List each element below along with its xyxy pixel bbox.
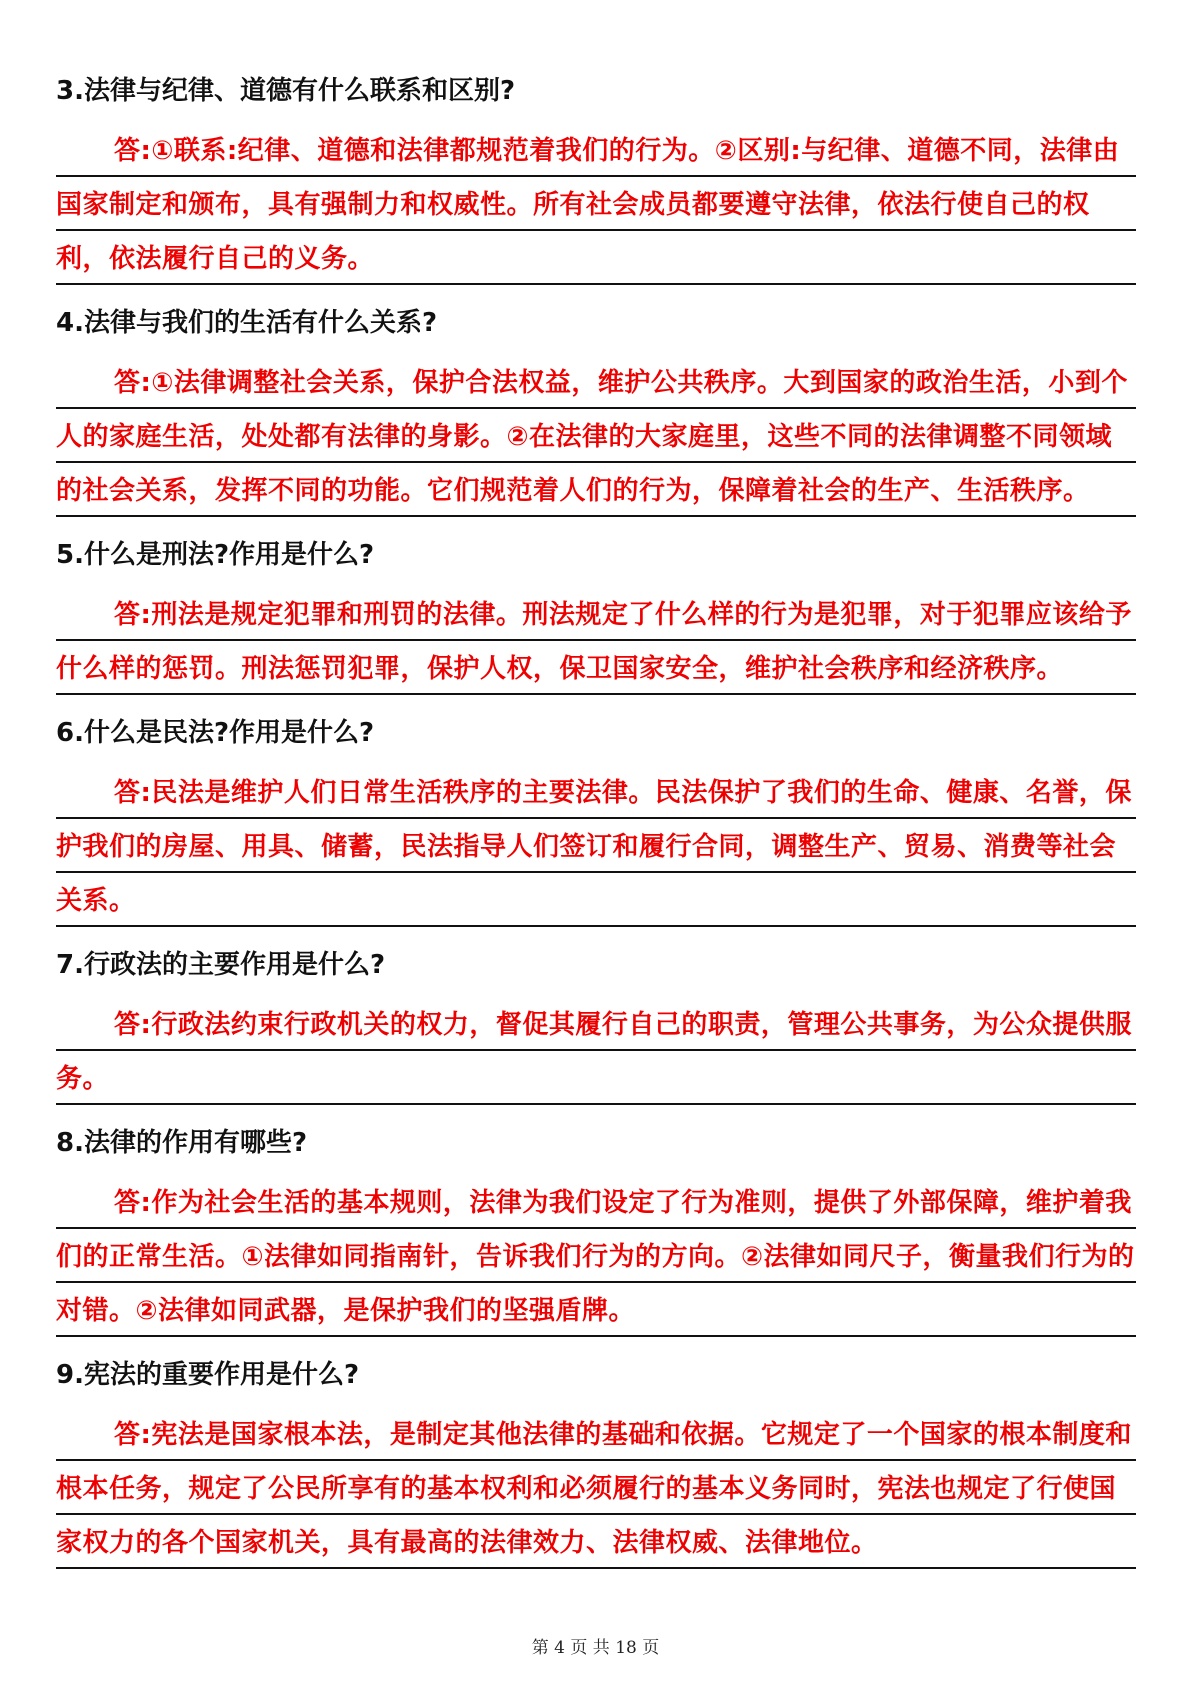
answer-6: 答:民法是维护人们日常生活秩序的主要法律。民法保护了我们的生命、健康、名誉，保护我们的房屋、用具、储蓄，民法指导人们签订和履行合同，调整生产、贸易、消费等社会关系。 bbox=[56, 766, 1136, 928]
qa-item-4 bbox=[56, 304, 1136, 518]
question-3: 3.法律与纪律、道德有什么联系和区别? bbox=[56, 76, 516, 106]
qa-item-3 bbox=[56, 72, 1136, 286]
answer-8: 答:作为社会生活的基本规则，法律为我们设定了行为准则，提供了外部保障，维护着我们的正常生活。①法律如同指南针，告诉我们行为的方向。②法律如同尺子，衡量我们行为的对错。②法律如同武器，是保护我们的坚强盾牌。 bbox=[56, 1176, 1136, 1338]
qa-item-7 bbox=[56, 946, 1136, 1106]
answer-3: 答:①联系:纪律、道德和法律都规范着我们的行为。②区别:与纪律、道德不同，法律由国家制定和颁布，具有强制力和权威性。所有社会成员都要遵守法律，依法行使自己的权利，依法履行自己的义务。 bbox=[56, 124, 1136, 286]
qa-item-6 bbox=[56, 714, 1136, 928]
qa-item-8 bbox=[56, 1124, 1136, 1338]
question-7: 7.行政法的主要作用是什么? bbox=[56, 950, 386, 980]
question-9: 9.宪法的重要作用是什么? bbox=[56, 1360, 360, 1390]
page-number-footer: 第 4 页 共 18 页 bbox=[531, 1638, 660, 1658]
question-8: 8.法律的作用有哪些? bbox=[56, 1128, 308, 1158]
question-5: 5.什么是刑法?作用是什么? bbox=[56, 540, 375, 570]
answer-9: 答:宪法是国家根本法，是制定其他法律的基础和依据。它规定了一个国家的根本制度和根本任务，规定了公民所享有的基本权利和必须履行的基本义务同时，宪法也规定了行使国家权力的各个国家机关，具有最高的法律效力、法律权威、法律地位。 bbox=[56, 1408, 1136, 1570]
qa-item-9 bbox=[56, 1356, 1136, 1570]
question-6: 6.什么是民法?作用是什么? bbox=[56, 718, 375, 748]
answer-7: 答:行政法约束行政机关的权力，督促其履行自己的职责，管理公共事务，为公众提供服务。 bbox=[56, 998, 1136, 1106]
answer-5: 答:刑法是规定犯罪和刑罚的法律。刑法规定了什么样的行为是犯罪，对于犯罪应该给予什么样的惩罚。刑法惩罚犯罪，保护人权，保卫国家安全，维护社会秩序和经济秩序。 bbox=[56, 588, 1136, 696]
answer-4: 答:①法律调整社会关系，保护合法权益，维护公共秩序。大到国家的政治生活，小到个人的家庭生活，处处都有法律的身影。②在法律的大家庭里，这些不同的法律调整不同领域的社会关系，发挥不同的功能。它们规范着人们的行为，保障着社会的生产、生活秩序。 bbox=[56, 356, 1136, 518]
qa-item-5 bbox=[56, 536, 1136, 696]
question-4: 4.法律与我们的生活有什么关系? bbox=[56, 308, 438, 338]
